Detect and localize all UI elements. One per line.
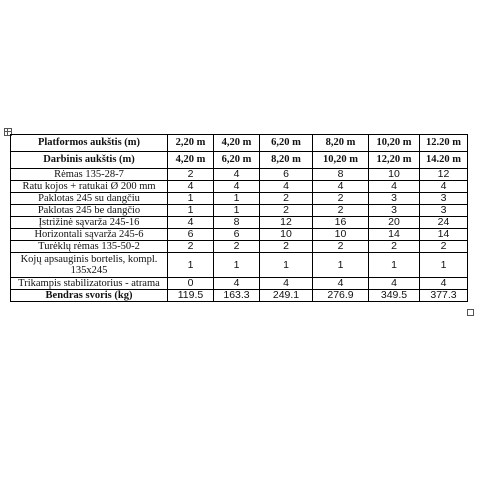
- table-cell: 4: [214, 278, 260, 290]
- total-weight-row: [11, 290, 468, 302]
- table-cell: 2: [260, 205, 313, 217]
- total-cell: 377.3: [420, 290, 468, 302]
- table-cell: 8: [313, 169, 369, 181]
- total-cell: 276.9: [313, 290, 369, 302]
- table-cell: 16: [313, 217, 369, 229]
- table-cell: 1: [168, 253, 214, 278]
- table-resize-handle[interactable]: [467, 309, 474, 316]
- table-cell: 2: [313, 193, 369, 205]
- row-label: Ratu kojos + ratukai Ø 200 mm: [11, 181, 168, 193]
- table-cell: 2: [214, 241, 260, 253]
- header-cell: 12,20 m: [369, 152, 420, 169]
- table-cell: 14: [369, 229, 420, 241]
- table-cell: 10: [369, 169, 420, 181]
- total-cell: 163.3: [214, 290, 260, 302]
- table-row: [11, 278, 468, 290]
- table-cell: 2: [260, 193, 313, 205]
- table-cell: 0: [168, 278, 214, 290]
- table-cell: 10: [313, 229, 369, 241]
- header-cell: 4,20 m: [214, 135, 260, 152]
- table-cell: 3: [420, 205, 468, 217]
- table-cell: 4: [260, 181, 313, 193]
- header-cell: 12.20 m: [420, 135, 468, 152]
- total-label: Bendras svoris (kg): [11, 290, 168, 302]
- row-label: Paklotas 245 be dangčio: [11, 205, 168, 217]
- header-cell: 8,20 m: [260, 152, 313, 169]
- table-cell: 4: [214, 181, 260, 193]
- row-label-line: 135x245: [70, 265, 108, 276]
- table-row: [11, 217, 468, 229]
- total-cell: 349.5: [369, 290, 420, 302]
- table-cell: 12: [260, 217, 313, 229]
- table-cell: 3: [369, 193, 420, 205]
- table-cell: 4: [420, 278, 468, 290]
- header-row-working-height: [11, 152, 468, 169]
- table-cell: 6: [260, 169, 313, 181]
- row-label: Rėmas 135-28-7: [11, 169, 168, 181]
- table-cell: 1: [168, 205, 214, 217]
- table-cell: 4: [369, 181, 420, 193]
- table-cell: 2: [168, 241, 214, 253]
- table-cell: 6: [168, 229, 214, 241]
- table-cell: 4: [214, 169, 260, 181]
- scaffold-spec-table: [10, 134, 468, 302]
- header-cell: 6,20 m: [260, 135, 313, 152]
- row-label: Turėklų rėmas 135-50-2: [11, 241, 168, 253]
- table-cell: 4: [168, 181, 214, 193]
- header-label: Darbinis aukštis (m): [11, 152, 168, 169]
- row-label: Horizontali sąvarža 245-6: [11, 229, 168, 241]
- total-cell: 119.5: [168, 290, 214, 302]
- header-cell: 8,20 m: [313, 135, 369, 152]
- table-row: [11, 181, 468, 193]
- table-cell: 1: [260, 253, 313, 278]
- table-cell: 1: [369, 253, 420, 278]
- table-cell: 24: [420, 217, 468, 229]
- row-label: [11, 253, 168, 278]
- table-cell: 1: [168, 193, 214, 205]
- table-cell: 2: [369, 241, 420, 253]
- table-cell: 1: [214, 205, 260, 217]
- table-row: [11, 193, 468, 205]
- row-label: Įstrižinė sąvarža 245-16: [11, 217, 168, 229]
- table-cell: 4: [260, 278, 313, 290]
- header-label: Platformos aukštis (m): [11, 135, 168, 152]
- row-label-line: Kojų apsauginis bortelis, kompl.: [20, 254, 158, 265]
- table-cell: 4: [313, 278, 369, 290]
- table-cell: 2: [260, 241, 313, 253]
- header-cell: 4,20 m: [168, 152, 214, 169]
- table-cell: 20: [369, 217, 420, 229]
- header-cell: 14.20 m: [420, 152, 468, 169]
- table-row: [11, 205, 468, 217]
- table-cell: 4: [168, 217, 214, 229]
- table-cell: 4: [313, 181, 369, 193]
- table-cell: 4: [369, 278, 420, 290]
- table-cell: 10: [260, 229, 313, 241]
- total-cell: 249.1: [260, 290, 313, 302]
- table-row: [11, 241, 468, 253]
- row-label: Paklotas 245 su dangčiu: [11, 193, 168, 205]
- table-row: [11, 169, 468, 181]
- table-row: [11, 253, 468, 278]
- header-cell: 10,20 m: [313, 152, 369, 169]
- table-cell: 8: [214, 217, 260, 229]
- table-cell: 3: [369, 205, 420, 217]
- table-cell: 14: [420, 229, 468, 241]
- header-cell: 6,20 m: [214, 152, 260, 169]
- table-cell: 2: [168, 169, 214, 181]
- table-cell: 2: [313, 241, 369, 253]
- table-cell: 12: [420, 169, 468, 181]
- table-cell: 4: [420, 181, 468, 193]
- header-row-platform-height: [11, 135, 468, 152]
- table-cell: 2: [420, 241, 468, 253]
- header-cell: 10,20 m: [369, 135, 420, 152]
- header-cell: 2,20 m: [168, 135, 214, 152]
- table-cell: 1: [420, 253, 468, 278]
- table-cell: 2: [313, 205, 369, 217]
- table-row: [11, 229, 468, 241]
- table-cell: 3: [420, 193, 468, 205]
- table-cell: 6: [214, 229, 260, 241]
- table-cell: 1: [313, 253, 369, 278]
- table-cell: 1: [214, 193, 260, 205]
- table-cell: 1: [214, 253, 260, 278]
- row-label: Trikampis stabilizatorius - atrama: [11, 278, 168, 290]
